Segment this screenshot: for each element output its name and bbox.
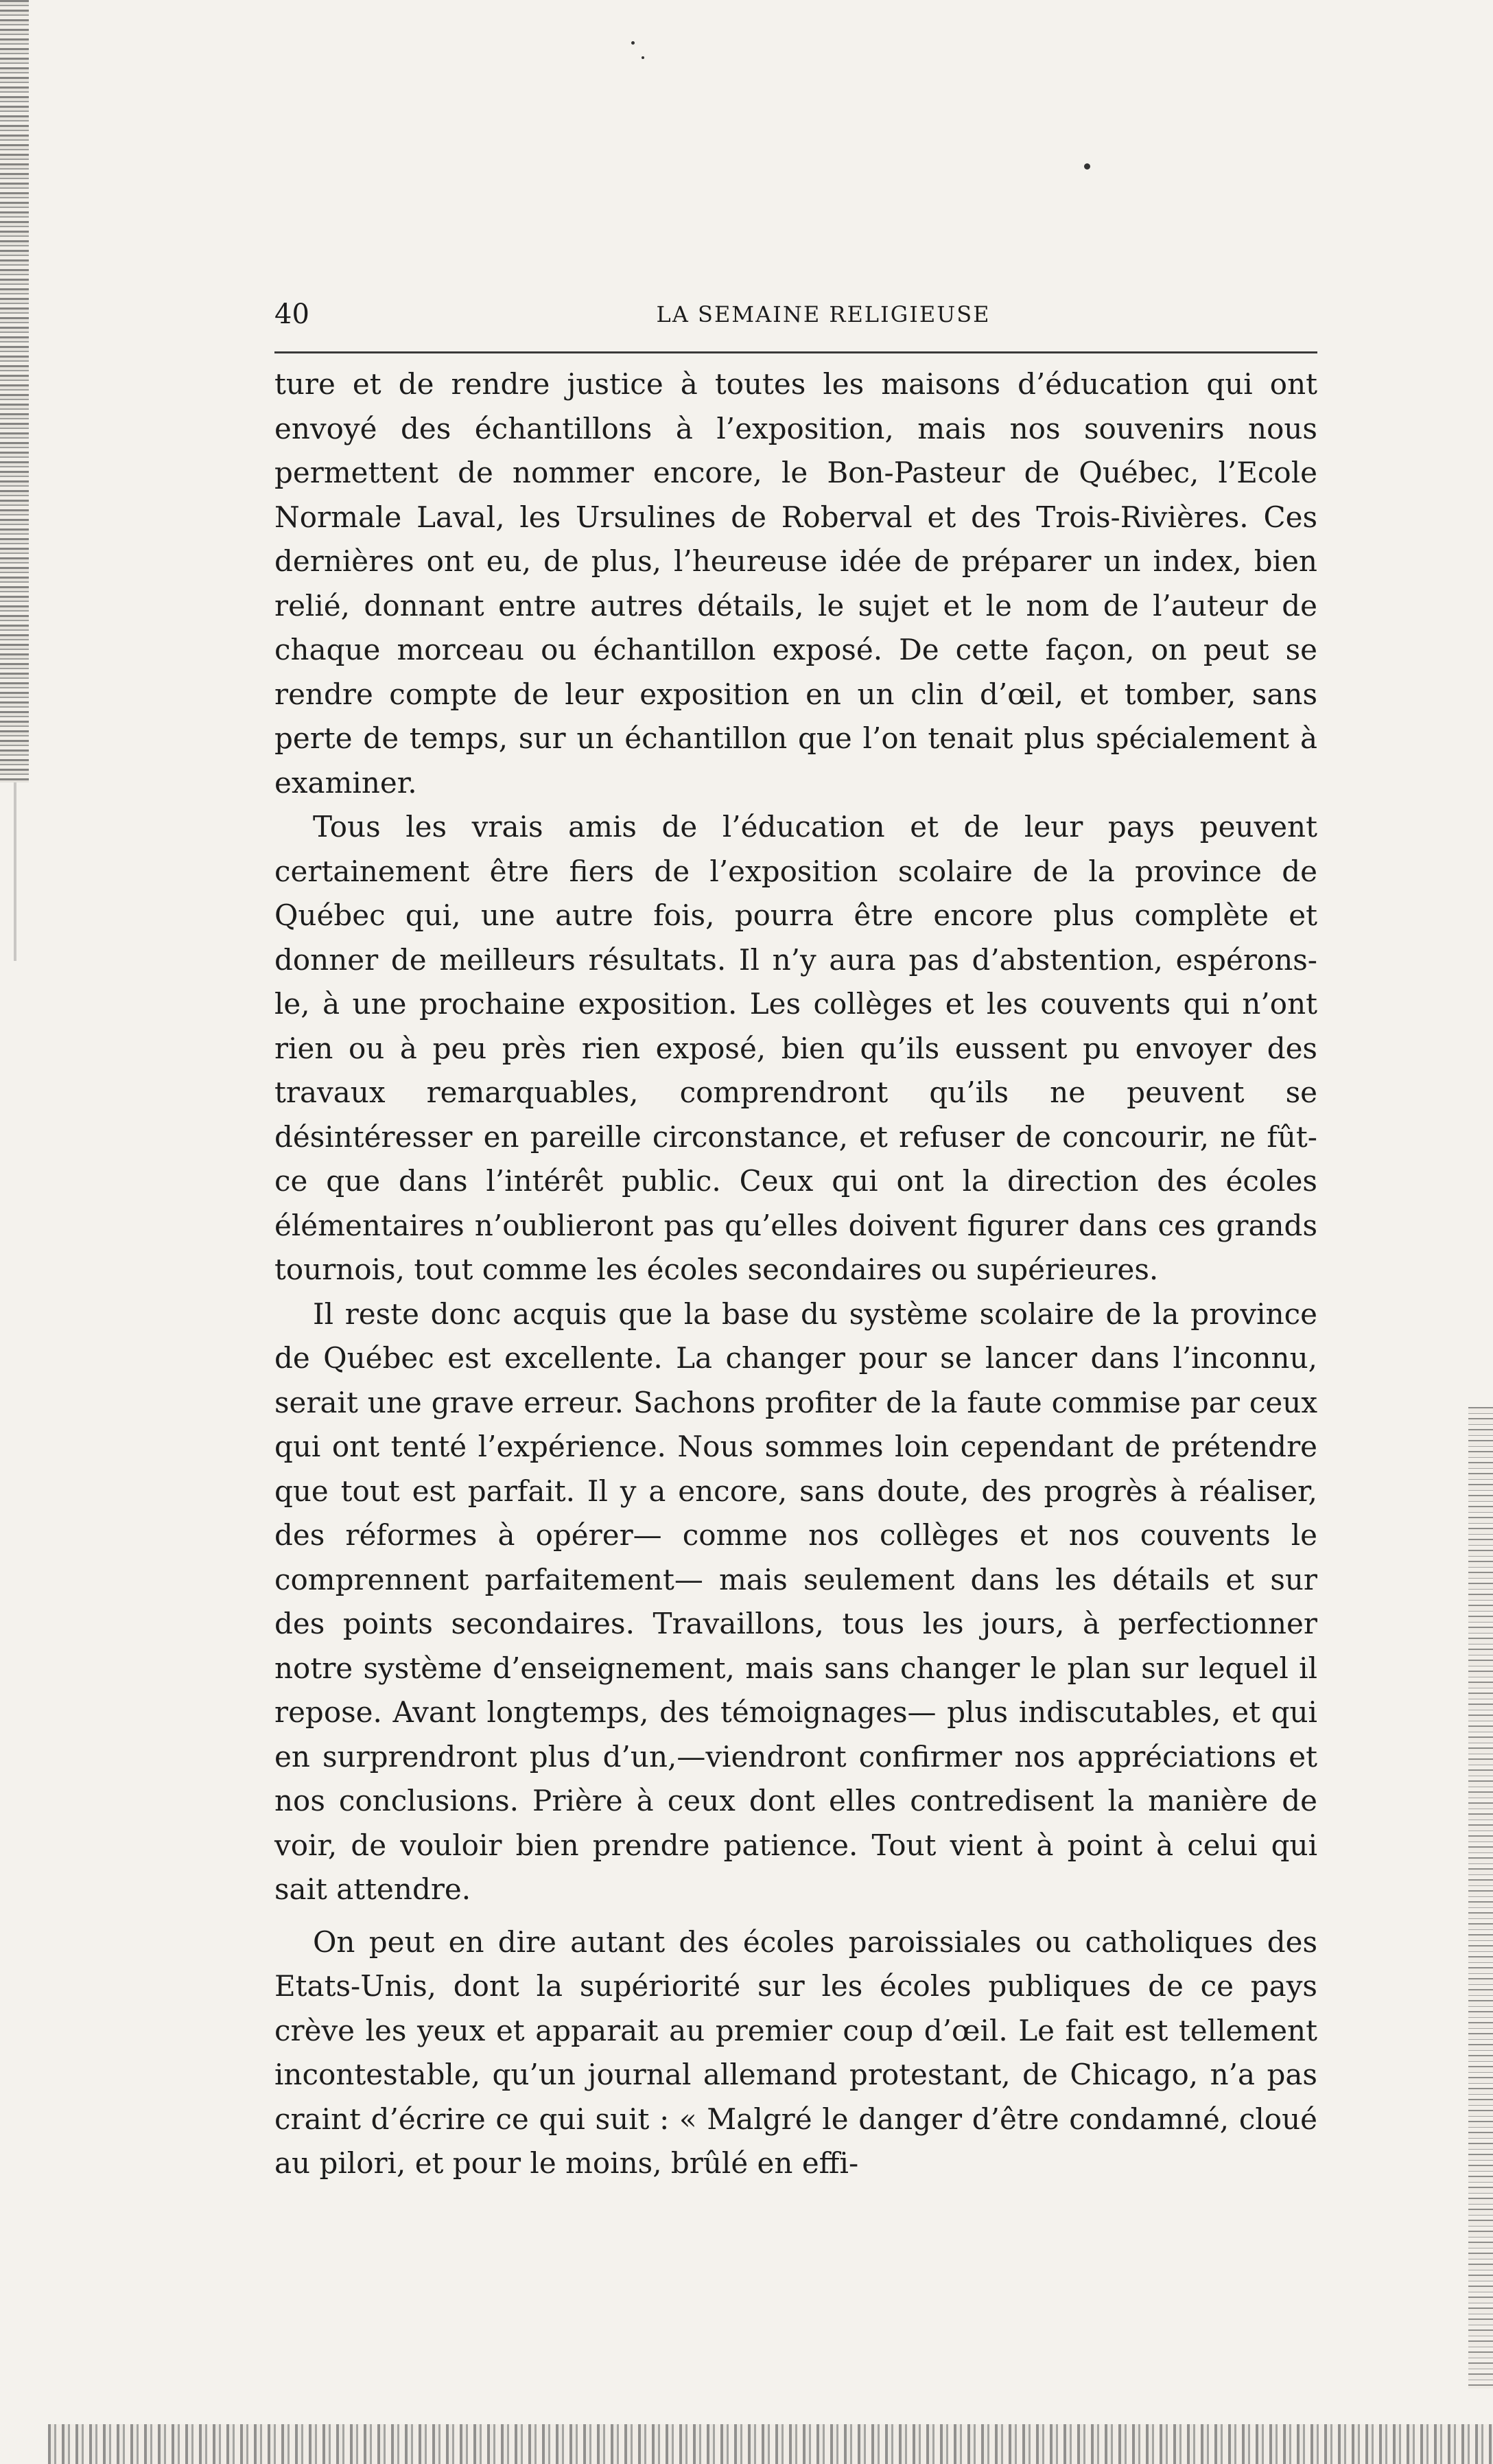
running-title: LA SEMAINE RELIGIEUSE: [656, 301, 991, 327]
body-text: [274, 362, 1317, 2186]
paragraph: ture et de rendre justice à toutes les maisons d’éducation qui ont envoyé des échantillons à l’exposition, mais nos souvenirs nous permettent de nommer encore, le Bon-Pasteur de Québec, l’Ecole Normale Laval, les Ursulines de Roberval et des Trois-Rivières. Ces dernières ont eu, de plus, l’heureuse idée de préparer un index, bien relié, donnant entre autres détails, le sujet et le nom de l’auteur de chaque morceau ou échantillon exposé. De cette façon, on peut se rendre compte de leur exposition en un clin d’œil, et tomber, sans perte de temps, sur un échantillon que l’on tenait plus spécialement à examiner.: [274, 367, 1317, 800]
binding-edge-left: [0, 0, 29, 782]
page-edge-right: [1468, 1407, 1493, 2389]
paragraph: Il reste donc acquis que la base du système scolaire de la province de Québec est excellente. La changer pour se lancer dans l’inconnu, serait une grave erreur. Sachons profiter de la faute commise par ceux qui ont tenté l’expérience. Nous sommes loin cependant de prétendre que tout est parfait. Il y a encore, sans doute, des progrès à réaliser, des réformes à opérer— comme nos collèges et nos couvents le comprennent parfaitement— mais seulement dans les détails et sur des points secondaires. Travaillons, tous les jours, à perfectionner notre système d’enseignement, mais sans changer le plan sur lequel il repose. Avant longtemps, des témoignages— plus indiscutables, et qui en surprendront plus d’un,—viendront confirmer nos appréciations et nos conclusions. Prière à ceux dont elles contredisent la manière de voir, de vouloir bien prendre patience. Tout vient à point à celui qui sait attendre.: [274, 1297, 1317, 1906]
page-number: 40: [274, 299, 309, 330]
print-speck: [642, 56, 644, 59]
print-speck: [631, 41, 635, 45]
running-header: [274, 294, 1317, 335]
binding-edge-left-lower: [14, 782, 16, 961]
paragraph: On peut en dire autant des écoles paroissiales ou catholiques des Etats-Unis, dont la supériorité sur les écoles publiques de ce pays crève les yeux et apparait au premier coup d’œil. Le fait est tellement incontestable, qu’un journal allemand protestant, de Chicago, n’a pas craint d’écrire ce qui suit : « Malgré le danger d’être condamné, cloué au pilori, et pour le moins, brûlé en effi-: [274, 1925, 1317, 2180]
header-rule: [274, 351, 1317, 353]
page-edge-bottom: [48, 2424, 1493, 2464]
print-speck: [1084, 163, 1090, 170]
paragraph: Tous les vrais amis de l’éducation et de leur pays peuvent certainement être fiers de l’exposition scolaire de la province de Québec qui, une autre fois, pourra être encore plus complète et donner de meilleurs résultats. Il n’y aura pas d’abstention, espérons-le, à une prochaine exposition. Les collèges et les couvents qui n’ont rien ou à peu près rien exposé, bien qu’ils eussent pu envoyer des travaux remarquables, comprendront qu’ils ne peuvent se désintéresser en pareille circonstance, et refuser de concourir, ne fût-ce que dans l’intérêt public. Ceux qui ont la direction des écoles élémentaires n’oublieront pas qu’elles doivent figurer dans ces grands tournois, tout comme les écoles secondaires ou supérieures.: [274, 810, 1317, 1286]
